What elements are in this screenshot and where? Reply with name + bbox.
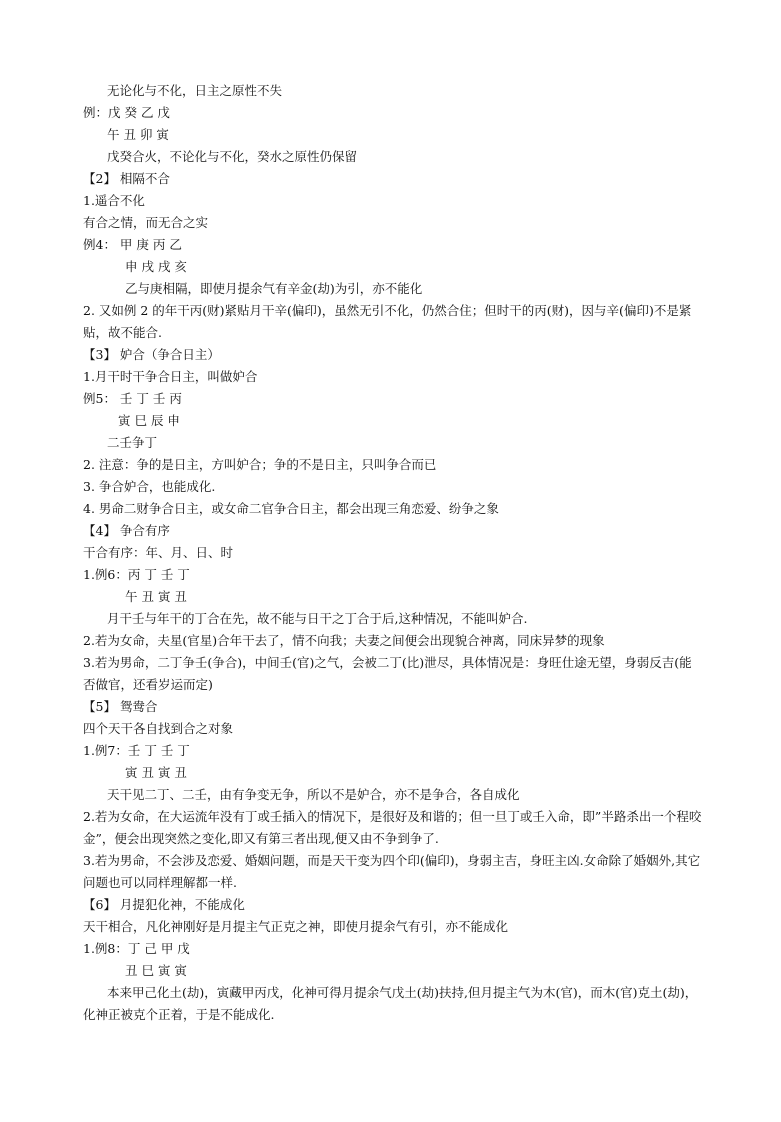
- text-line-28: 四个天干各自找到合之对象: [83, 721, 234, 736]
- text-line-10: 乙与庚相隔，即使月提余气有辛金(劫)为引，亦不能化: [125, 281, 423, 296]
- paragraph-5: 本来甲己化土(劫)，寅藏甲丙戊，化神可得月提余气戊土(劫)扶持,但月提主气为木(官)，而木(官)克土(劫)，化神正被克个正着，于是不能成化.: [83, 985, 698, 1022]
- text-line-35: 天干相合，凡化神刚好是月提主气正克之神，即使月提余气有引，亦不能成化: [83, 919, 509, 934]
- text-line-22: 1.例6：丙 丁 壬 丁: [83, 567, 190, 582]
- text-line-31: 天干见二丁、二壬，由有争变无争，所以不是妒合，亦不是争合，各自成化: [107, 787, 520, 802]
- section-heading-6: 【6】 月提犯化神，不能成化: [83, 897, 245, 912]
- section-heading-5: 【5】 鸳鸯合: [83, 699, 158, 714]
- section-heading-3: 【3】 妒合（争合日主）: [83, 347, 220, 362]
- text-line-29: 1.例7：壬 丁 壬 丁: [83, 743, 190, 758]
- paragraph-4: 3.若为男命，不会涉及恋爱、婚姻问题，而是天干变为四个印(偏印)，身弱主吉，身旺主凶.女命除了婚姻外,其它问题也可以同样理解都一样.: [83, 853, 701, 890]
- text-line-19: 4. 男命二财争合日主，或女命二官争合日主，都会出现三角恋爱、纷争之象: [83, 501, 499, 516]
- text-line-37: 丑 巳 寅 寅: [125, 963, 187, 978]
- text-line-17: 2. 注意：争的是日主，方叫妒合；争的不是日主，只叫争合而已: [83, 457, 437, 472]
- text-line-14: 例5： 壬 丁 壬 丙: [83, 391, 182, 406]
- text-line-23: 午 丑 寅 丑: [125, 589, 187, 604]
- text-line-9: 申 戌 戌 亥: [125, 259, 187, 274]
- text-line-6: 1.遥合不化: [83, 193, 145, 208]
- paragraph-2: 3.若为男命，二丁争壬(争合)，中间壬(官)之气，会被二丁(比)泄尽，具体情况是：身旺仕途无望，身弱反吉(能否做官，还看岁运而定): [83, 655, 692, 692]
- text-line-4: 戊癸合火，不论化与不化，癸水之原性仍保留: [107, 149, 358, 164]
- paragraph-1: 2. 又如例 2 的年干丙(财)紧贴月干辛(偏印)，虽然无引不化，仍然合住；但时干的丙(财)，因与辛(偏印)不是紧贴，故不能合.: [83, 303, 692, 340]
- paragraph-3: 2.若为女命，在大运流年没有丁或壬插入的情况下，是很好及和谐的；但一旦丁或壬入命，即”半路杀出一个程咬金”，便会出现突然之变化,即又有第三者出现,便又由不争到争了.: [83, 809, 702, 846]
- text-line-13: 1.月干时干争合日主，叫做妒合: [83, 369, 258, 384]
- text-line-15: 寅 巳 辰 申: [118, 413, 180, 428]
- text-line-3: 午 丑 卯 寅: [107, 127, 169, 142]
- section-heading-2: 【2】 相隔不合: [83, 171, 170, 186]
- text-line-24: 月干壬与年干的丁合在先，故不能与日干之丁合于后,这种情况，不能叫妒合.: [107, 611, 528, 626]
- text-line-36: 1.例8：丁 己 甲 戊: [83, 941, 190, 956]
- text-line-2: 例：戊 癸 乙 戊: [83, 105, 170, 120]
- text-line-7: 有合之情，而无合之实: [83, 215, 209, 230]
- text-line-25: 2.若为女命，夫星(官星)合年干去了，情不向我；夫妻之间便会出现貌合神离，同床异梦的现象: [83, 633, 605, 648]
- text-line-30: 寅 丑 寅 丑: [125, 765, 187, 780]
- text-line-21: 干合有序：年、月、日、时: [83, 545, 234, 560]
- text-line-8: 例4： 甲 庚 丙 乙: [83, 237, 182, 252]
- text-line-18: 3. 争合妒合，也能成化.: [83, 479, 216, 494]
- section-heading-4: 【4】 争合有序: [83, 523, 170, 538]
- text-line-16: 二壬争丁: [107, 435, 158, 450]
- text-line-1: 无论化与不化，日主之原性不失: [107, 83, 283, 98]
